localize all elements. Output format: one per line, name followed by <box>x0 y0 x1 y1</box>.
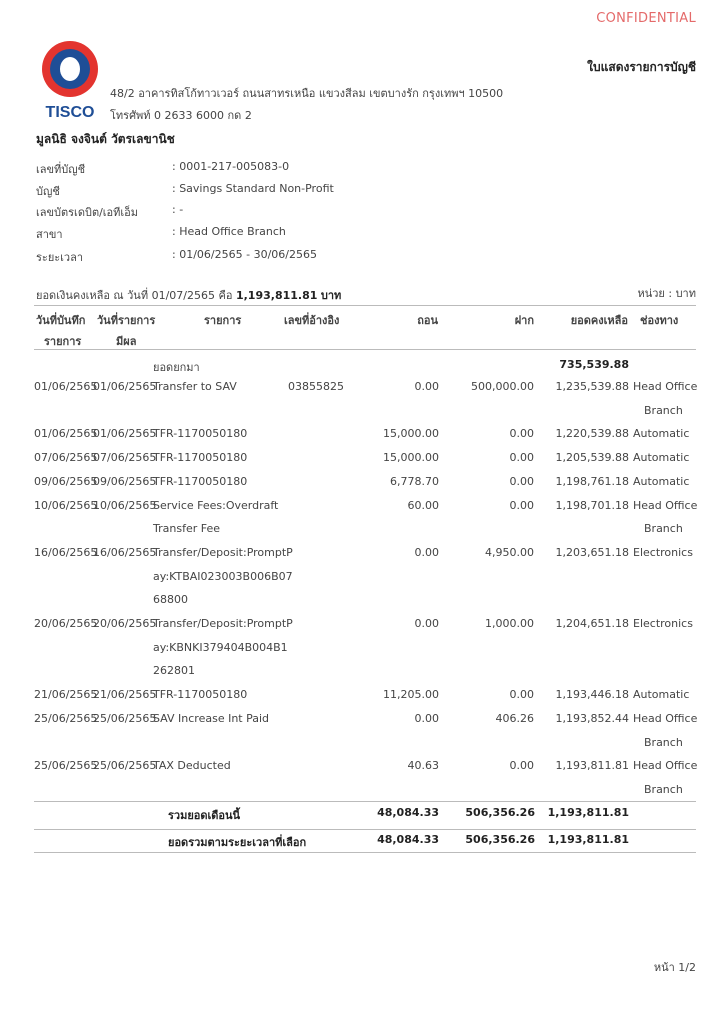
bank-address: 48/2 อาคารทิสโก้ทาวเวอร์ ถนนสาทรเหนือ แขวงสีลม เขตบางรัก กรุงเทพฯ 10500 <box>110 87 504 100</box>
withdraw-amount: 15,000.00 <box>383 451 439 465</box>
balance-amount: 1,193,811.81 <box>555 759 629 773</box>
balance-amount: 1,198,761.18 <box>555 474 629 488</box>
account-type-label: บัญชี <box>36 185 60 198</box>
effective-date: 25/06/2565 <box>93 711 157 725</box>
description-line: Transfer/Deposit:PromptP <box>153 545 293 559</box>
period-total-label: ยอดรวมตามระยะเวลาที่เลือก <box>168 836 307 849</box>
effective-date: 16/06/2565 <box>93 545 157 559</box>
description-line: 68800 <box>153 593 188 607</box>
header-posting-date: วันที่บันทึก <box>36 314 86 327</box>
tisco-logo <box>38 40 102 120</box>
effective-date: 21/06/2565 <box>93 688 157 702</box>
period-value: : 01/06/2565 - 30/06/2565 <box>172 248 317 261</box>
posting-date: 10/06/2565 <box>34 498 98 512</box>
header-bottom-rule <box>34 349 696 350</box>
deposit-amount: 0.00 <box>509 427 534 441</box>
posting-date: 07/06/2565 <box>34 451 98 465</box>
month-total-withdraw: 48,084.33 <box>377 806 439 819</box>
effective-date: 09/06/2565 <box>93 474 157 488</box>
period-total-withdraw: 48,084.33 <box>377 833 439 846</box>
balance-is: คือ <box>218 289 233 302</box>
balance-prefix: ยอดเงินคงเหลือ ณ วันที่ <box>36 289 149 302</box>
reference-number: 03855825 <box>288 380 344 393</box>
deposit-amount: 0.00 <box>509 451 534 465</box>
channel-line: Head Office <box>633 711 698 725</box>
description-line: Transfer to SAV <box>153 380 237 393</box>
withdraw-amount: 11,205.00 <box>383 688 439 702</box>
description-line: Transfer/Deposit:PromptP <box>153 617 293 630</box>
channel-line: Branch <box>644 735 683 749</box>
totals-bottom-rule <box>34 852 696 853</box>
posting-date: 20/06/2565 <box>34 617 98 630</box>
description-line: TFR-1170050180 <box>153 451 248 465</box>
description-line: Transfer Fee <box>153 522 220 536</box>
balance-date: 01/07/2565 <box>151 289 215 302</box>
balance-amount: 1,203,651.18 <box>555 545 629 559</box>
channel-line: Branch <box>644 522 683 536</box>
confidential-label: CONFIDENTIAL <box>596 11 696 26</box>
posting-date: 21/06/2565 <box>34 688 98 702</box>
branch-label: สาขา <box>36 228 63 241</box>
posting-date: 01/06/2565 <box>34 380 98 393</box>
balance-currency: บาท <box>320 289 342 302</box>
document-title: ใบแสดงรายการบัญชี <box>587 60 696 74</box>
description-line: ay:KBNKI379404B004B1 <box>153 640 288 654</box>
channel-line: Automatic <box>633 688 690 702</box>
withdraw-amount: 0.00 <box>414 711 439 725</box>
month-total-label: รวมยอดเดือนนี้ <box>168 809 241 822</box>
card-number-value: : - <box>172 203 184 216</box>
description-line: Service Fees:Overdraft <box>153 498 279 512</box>
unit-label: หน่วย : บาท <box>637 287 696 300</box>
description-line: 262801 <box>153 664 195 678</box>
account-number-label: เลขที่บัญชี <box>36 163 86 176</box>
description-line: TFR-1170050180 <box>153 427 248 441</box>
month-total-deposit: 506,356.26 <box>465 806 535 819</box>
posting-date: 25/06/2565 <box>34 711 98 725</box>
balance-amount: 1,204,651.18 <box>555 617 629 630</box>
deposit-amount: 0.00 <box>509 498 534 512</box>
header-effective-date-2: มีผล <box>116 335 137 348</box>
balance-amount: 1,198,701.18 <box>555 498 629 512</box>
channel-line: Head Office <box>633 498 698 512</box>
deposit-amount: 500,000.00 <box>471 380 534 393</box>
balance-amount: 1,193,852.44 <box>555 711 629 725</box>
effective-date: 01/06/2565 <box>93 427 157 441</box>
description-line: SAV Increase Int Paid <box>153 711 270 725</box>
effective-date: 01/06/2565 <box>93 380 157 393</box>
deposit-amount: 1,000.00 <box>485 617 534 630</box>
header-deposit: ฝาก <box>514 314 534 327</box>
totals-middle-rule <box>34 829 696 830</box>
channel-line: Branch <box>644 782 683 796</box>
channel-line: Automatic <box>633 451 690 465</box>
balance-amount: 1,220,539.88 <box>555 427 629 441</box>
balance-amount: 1,235,539.88 <box>555 380 629 393</box>
effective-date: 10/06/2565 <box>93 498 157 512</box>
channel-line: Head Office <box>633 759 698 773</box>
withdraw-amount: 0.00 <box>414 545 439 559</box>
posting-date: 25/06/2565 <box>34 759 98 773</box>
header-withdraw: ถอน <box>417 314 438 327</box>
channel-line: Branch <box>644 403 683 417</box>
effective-date: 07/06/2565 <box>93 451 157 465</box>
posting-date: 01/06/2565 <box>34 427 98 441</box>
deposit-amount: 4,950.00 <box>485 545 534 559</box>
withdraw-amount: 6,778.70 <box>390 474 439 488</box>
channel-line: Electronics <box>633 617 693 630</box>
withdraw-amount: 0.00 <box>414 617 439 630</box>
deposit-amount: 406.26 <box>495 711 534 725</box>
posting-date: 16/06/2565 <box>34 545 98 559</box>
description-line: ay:KTBAI023003B006B07 <box>153 569 293 583</box>
table-top-rule <box>34 305 696 306</box>
account-type-value: : Savings Standard Non-Profit <box>172 182 334 195</box>
totals-top-rule <box>34 801 696 802</box>
balance-amount: 1,205,539.88 <box>555 451 629 465</box>
deposit-amount: 0.00 <box>509 759 534 773</box>
balance-summary <box>36 286 341 304</box>
withdraw-amount: 40.63 <box>407 759 439 773</box>
header-reference: เลขที่อ้างอิง <box>284 314 340 327</box>
description-line: TFR-1170050180 <box>153 474 248 488</box>
brought-forward-balance: 735,539.88 <box>559 358 629 371</box>
channel-line: Electronics <box>633 545 693 559</box>
account-holder-name: มูลนิธิ จงจินต์ วัตรเลขานิช <box>36 132 175 146</box>
deposit-amount: 0.00 <box>509 688 534 702</box>
card-number-label: เลขบัตรเดบิต/เอทีเอ็ม <box>36 206 139 219</box>
effective-date: 25/06/2565 <box>93 759 157 773</box>
channel-line: Automatic <box>633 427 690 441</box>
branch-value: : Head Office Branch <box>172 225 286 238</box>
deposit-amount: 0.00 <box>509 474 534 488</box>
channel-line: Head Office <box>633 380 698 393</box>
period-total-deposit: 506,356.26 <box>465 833 535 846</box>
header-channel: ช่องทาง <box>640 314 679 327</box>
bank-phone: โทรศัพท์ 0 2633 6000 กด 2 <box>110 109 252 122</box>
svg-text:TISCO: TISCO <box>45 104 95 120</box>
header-balance: ยอดคงเหลือ <box>570 314 628 327</box>
period-label: ระยะเวลา <box>36 251 84 264</box>
page-number: หน้า 1/2 <box>653 961 696 974</box>
period-total-balance: 1,193,811.81 <box>547 833 629 846</box>
withdraw-amount: 15,000.00 <box>383 427 439 441</box>
balance-amount: 1,193,446.18 <box>555 688 629 702</box>
balance-amount: 1,193,811.81 <box>235 289 318 302</box>
withdraw-amount: 0.00 <box>414 380 439 393</box>
channel-line: Automatic <box>633 474 690 488</box>
description-line: TAX Deducted <box>153 759 231 773</box>
description-line: TFR-1170050180 <box>153 688 248 702</box>
posting-date: 09/06/2565 <box>34 474 98 488</box>
header-description: รายการ <box>204 314 242 327</box>
effective-date: 20/06/2565 <box>93 617 157 630</box>
brought-forward-label: ยอดยกมา <box>153 361 200 374</box>
account-number-value: : 0001-217-005083-0 <box>172 160 290 173</box>
header-effective-date: วันที่รายการ <box>97 314 156 327</box>
header-posting-date-2: รายการ <box>44 335 82 348</box>
withdraw-amount: 60.00 <box>407 498 439 512</box>
month-total-balance: 1,193,811.81 <box>547 806 629 819</box>
